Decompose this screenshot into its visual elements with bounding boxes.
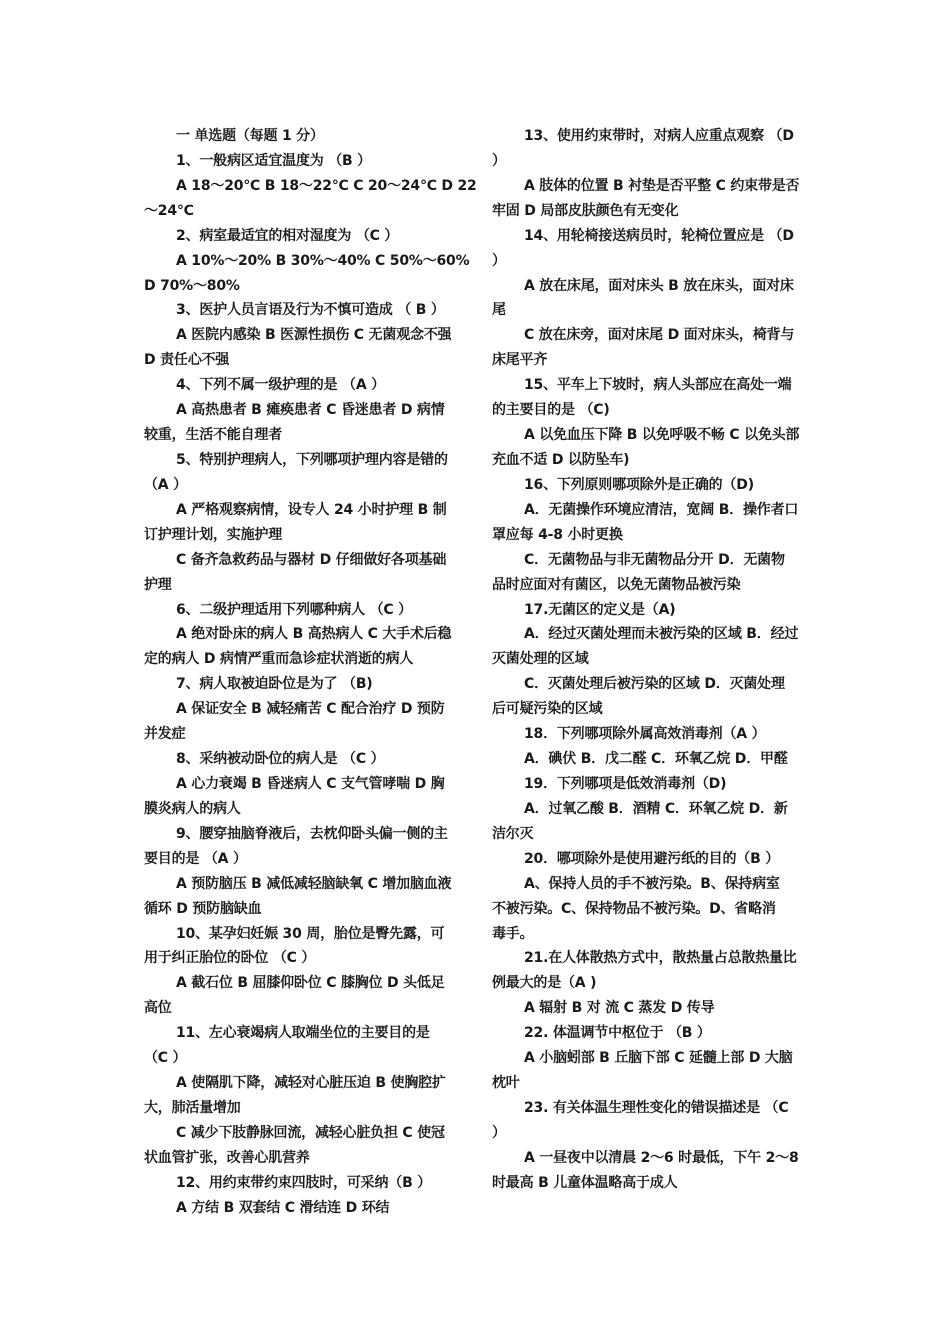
text-line: 13、使用约束带时，对病人应重点观察 （D	[524, 128, 794, 144]
text-line: 护理	[144, 576, 172, 593]
text-line: 牢固 D 局部皮肤颜色有无变化	[492, 202, 679, 219]
text-line: 洁尔灭	[492, 825, 534, 842]
text-line: A 心力衰竭 B 昏迷病人 C 支气管哮喘 D 胸	[176, 775, 445, 792]
text-line: A．无菌操作环境应清洁，宽阔 B．操作者口	[524, 501, 799, 518]
text-line: 10、某孕妇妊娠 30 周，胎位是臀先露，可	[176, 925, 445, 942]
text-line: 15、平车上下坡时，病人头部应在高处一端	[524, 377, 792, 394]
text-line: A 肢体的位置 B 衬垫是否平整 C 约束带是否	[524, 177, 800, 194]
text-line: A．过氧乙酸 B．酒精 C．环氧乙烷 D．新	[524, 800, 788, 817]
text-line: 毒手。	[492, 925, 534, 942]
text-line: 23. 有关体温生理性变化的错误描述是 （C	[524, 1099, 789, 1116]
text-line: 18．下列哪项除外属高效消毒剂（A ）	[524, 726, 766, 743]
text-line: 20．哪项除外是使用避污纸的目的（B ）	[524, 850, 780, 867]
text-line: 7、病人取被迫卧位是为了 （B)	[176, 676, 373, 693]
right-column	[492, 124, 808, 1196]
text-line: A 一昼夜中以清晨 2～6 时最低，下午 2～8	[524, 1149, 799, 1166]
text-line: C 备齐急救药品与器材 D 仔细做好各项基础	[176, 551, 447, 568]
text-line: 充血不适 D 以防坠车)	[492, 451, 630, 468]
text-line: ～24℃	[144, 202, 194, 219]
text-line: 17.无菌区的定义是（A)	[524, 601, 676, 618]
text-line: 19．下列哪项是低效消毒剂（D)	[524, 775, 727, 792]
text-line: A 医院内感染 B 医源性损伤 C 无菌观念不强	[176, 327, 452, 344]
text-line: 4、下列不属一级护理的是 （A ）	[176, 377, 385, 394]
text-line: A 以免血压下降 B 以免呼吸不畅 C 以免头部	[524, 427, 800, 444]
text-line: 灭菌处理的区域	[492, 651, 589, 668]
text-line: ）	[492, 152, 506, 169]
text-line: 较重，生活不能自理者	[144, 427, 282, 444]
text-line: 21.在人体散热方式中，散热量占总散热量比	[524, 950, 797, 967]
text-line: 膜炎病人的病人	[144, 800, 241, 817]
text-line: C 放在床旁，面对床尾 D 面对床头，椅背与	[524, 327, 795, 344]
text-line: A．经过灭菌处理而未被污染的区域 B．经过	[524, 626, 799, 643]
text-line: 11、左心衰竭病人取端坐位的主要目的是	[176, 1025, 430, 1042]
text-line: A 18～20℃ B 18～22℃ C 20～24℃ D 22	[176, 177, 477, 194]
text-line: 订护理计划，实施护理	[144, 526, 282, 543]
text-line: A 辐射 B 对 流 C 蒸发 D 传导	[524, 1000, 715, 1017]
text-line: 8、采纳被动卧位的病人是 （C ）	[176, 751, 385, 768]
text-line: 不被污染。C、保持物品不被污染。D、省略消	[492, 900, 776, 917]
text-line: 时最高 B 儿童体温略高于成人	[492, 1174, 678, 1191]
text-line: A 严格观察病情，设专人 24 小时护理 B 制	[176, 501, 447, 518]
text-line: C．灭菌处理后被污染的区域 D．灭菌处理	[524, 676, 785, 693]
text-line: A 预防脑压 B 减低减轻脑缺氧 C 增加脑血液	[176, 875, 452, 892]
text-line: A 截石位 B 屈膝仰卧位 C 膝胸位 D 头低足	[176, 975, 445, 992]
text-line: A 使隔肌下降，减轻对心脏压迫 B 使胸腔扩	[176, 1075, 446, 1092]
text-line: A 高热患者 B 瘫痪患者 C 昏迷患者 D 病情	[176, 402, 445, 419]
text-line: A、保持人员的手不被污染。B、保持病室	[524, 875, 780, 892]
text-line: 5、特别护理病人，下列哪项护理内容是错的	[176, 451, 448, 468]
text-line: 状血管扩张，改善心肌营养	[144, 1149, 310, 1166]
text-line: 2、病室最适宜的相对湿度为 （C ）	[176, 227, 399, 244]
text-line: 6、二级护理适用下列哪种病人 （C ）	[176, 601, 412, 618]
text-line: 用于纠正胎位的卧位 （C ）	[144, 950, 316, 967]
text-line: （A ）	[144, 476, 187, 493]
text-line: 品时应面对有菌区，以免无菌物品被污染	[492, 576, 741, 593]
text-line: 12、用约束带约束四肢时，可采纳（B ）	[176, 1174, 432, 1191]
text-line: 的主要目的是 （C)	[492, 402, 610, 419]
text-line: 大，肺活量增加	[144, 1099, 241, 1116]
text-line: 枕叶	[492, 1075, 520, 1092]
left-column	[144, 124, 477, 1221]
text-line: 罩应每 4-8 小时更换	[492, 526, 623, 543]
text-line: A 绝对卧床的病人 B 高热病人 C 大手术后稳	[176, 626, 452, 643]
text-line: 一 单选题（每题 1 分）	[176, 128, 324, 144]
text-line: 并发症	[144, 726, 186, 743]
text-line: 床尾平齐	[492, 352, 548, 369]
text-line: 定的病人 D 病情严重而急诊症状消逝的病人	[144, 651, 414, 668]
text-line: 高位	[144, 1000, 172, 1017]
text-line: A 10%～20% B 30%～40% C 50%～60%	[176, 252, 470, 269]
text-line: 循环 D 预防脑缺血	[144, 900, 262, 917]
text-line: A 方结 B 双套结 C 滑结连 D 环结	[176, 1199, 390, 1216]
text-line: 例最大的是（A )	[492, 975, 597, 992]
text-line: A 小脑蚓部 B 丘脑下部 C 延髓上部 D 大脑	[524, 1050, 793, 1067]
text-line: 尾	[492, 302, 506, 319]
text-line: 22. 体温调节中枢位于 （B ）	[524, 1025, 711, 1042]
text-line: D 70%～80%	[144, 277, 240, 294]
text-line: A 放在床尾，面对床头 B 放在床头，面对床	[524, 277, 794, 294]
text-line: 后可疑污染的区域	[492, 701, 603, 718]
text-line: ）	[492, 1124, 506, 1141]
text-line: C 减少下肢静脉回流，减轻心脏负担 C 使冠	[176, 1124, 445, 1141]
text-line: 9、腰穿抽脑脊液后，去枕仰卧头偏一侧的主	[176, 825, 448, 842]
text-line: ）	[492, 252, 506, 269]
text-line: （C ）	[144, 1050, 187, 1067]
text-line: 1、一般病区适宜温度为 （B ）	[176, 152, 371, 169]
text-line: C．无菌物品与非无菌物品分开 D．无菌物	[524, 551, 785, 568]
text-line: D 责任心不强	[144, 352, 230, 369]
text-line: A．碘伏 B．戊二醛 C．环氧乙烷 D．甲醛	[524, 751, 788, 768]
text-line: 要目的是 （A ）	[144, 850, 247, 867]
text-line: A 保证安全 B 减轻痛苦 C 配合治疗 D 预防	[176, 701, 445, 718]
text-line: 16、下列原则哪项除外是正确的（D)	[524, 476, 754, 493]
text-line: 14、用轮椅接送病员时，轮椅位置应是 （D	[524, 227, 794, 244]
text-line: 3、医护人员言语及行为不慎可造成 （ B ）	[176, 302, 445, 319]
